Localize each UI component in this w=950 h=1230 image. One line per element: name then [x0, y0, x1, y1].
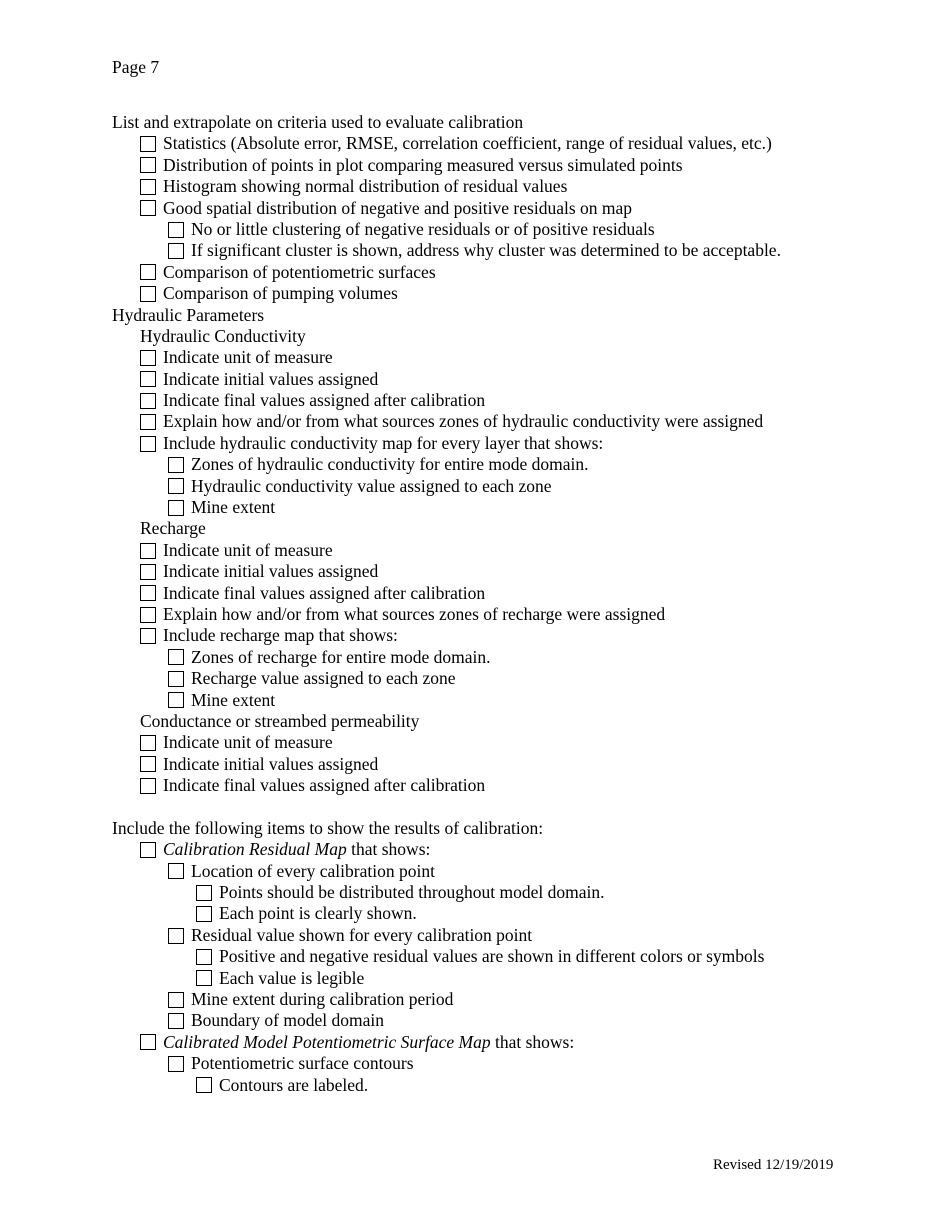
item-label-text: Indicate initial values assigned [163, 368, 379, 389]
item-label-text: Indicate unit of measure [163, 347, 333, 368]
checklist-item [112, 604, 932, 625]
item-label-text: Recharge value assigned to each zone [191, 668, 456, 689]
item-label-text: Hydraulic Conductivity [140, 325, 306, 346]
item-label-text: Explain how and/or from what sources zones of hydraulic conductivity were assigned [163, 411, 764, 432]
checkbox[interactable] [140, 393, 156, 409]
item-label-text: Location of every calibration point [191, 860, 435, 881]
checklist-item [112, 690, 932, 711]
item-label-text: Include hydraulic conductivity map for every layer that shows: [163, 432, 604, 453]
section-heading [112, 326, 932, 347]
item-label-text: Indicate initial values assigned [163, 753, 379, 774]
item-label [191, 476, 552, 497]
item-label-text: Distribution of points in plot comparing measured versus simulated points [163, 154, 683, 175]
section-heading [112, 305, 932, 326]
item-label-text: Residual value shown for every calibration point [191, 924, 533, 945]
checkbox[interactable] [196, 885, 212, 901]
checklist-item [112, 262, 932, 283]
item-label [140, 518, 206, 539]
item-label [163, 347, 333, 368]
section-heading [112, 112, 932, 133]
item-label [163, 155, 683, 176]
spacer [112, 797, 932, 818]
item-label-text: Include recharge map that shows: [163, 625, 398, 646]
item-label-text: Indicate initial values assigned [163, 561, 379, 582]
item-label-text: Statistics (Absolute error, RMSE, correlation coefficient, range of residual values, etc.) [163, 133, 772, 154]
item-label-text: Histogram showing normal distribution of residual values [163, 176, 568, 197]
checklist-item [112, 476, 932, 497]
item-label-text: Positive and negative residual values are shown in different colors or symbols [219, 946, 765, 967]
item-label [191, 454, 589, 475]
checkbox[interactable] [140, 607, 156, 623]
checkbox[interactable] [140, 179, 156, 195]
item-label-text: Mine extent [191, 497, 276, 518]
item-label-text: Recharge [140, 518, 206, 539]
item-label [112, 305, 264, 326]
item-label [112, 818, 543, 839]
item-label [219, 946, 764, 967]
checklist-item [112, 133, 932, 154]
checkbox[interactable] [140, 842, 156, 858]
item-label [163, 732, 333, 753]
checklist-item [112, 946, 932, 967]
item-label-text: List and extrapolate on criteria used to evaluate calibration [112, 112, 524, 132]
item-label [219, 968, 364, 989]
item-label [163, 133, 772, 154]
checklist-item [112, 176, 932, 197]
item-label [191, 989, 453, 1010]
item-label-text: Indicate final values assigned after calibration [163, 582, 486, 603]
checklist-item [112, 925, 932, 946]
checklist-item [112, 1010, 932, 1031]
checklist-item [112, 625, 932, 646]
checkbox[interactable] [168, 928, 184, 944]
item-label [191, 925, 532, 946]
item-label-text: Zones of recharge for entire mode domain. [191, 646, 491, 667]
checkbox[interactable] [140, 371, 156, 387]
item-label [163, 262, 436, 283]
item-label-text: Potentiometric surface contours [191, 1053, 414, 1074]
checklist-item [112, 583, 932, 604]
item-label-text: Mine extent during calibration period [191, 989, 454, 1010]
item-label [163, 198, 632, 219]
item-label-text: Indicate unit of measure [163, 539, 333, 560]
checkbox[interactable] [168, 1056, 184, 1072]
checklist-item [112, 903, 932, 924]
item-label-italic: Calibration Residual Map [163, 839, 347, 860]
item-label-text: Each value is legible [219, 967, 365, 988]
item-label-text: Conductance or streambed permeability [140, 710, 420, 731]
item-label-text: If significant cluster is shown, address why cluster was determined to be acceptable. [191, 240, 781, 261]
checkbox[interactable] [168, 992, 184, 1008]
item-label-text: Comparison of pumping volumes [163, 283, 398, 304]
checkbox[interactable] [140, 436, 156, 452]
item-label-text: that shows: [346, 839, 431, 860]
item-label-text: Include the following items to show the results of calibration: [112, 817, 544, 838]
checkbox[interactable] [140, 756, 156, 772]
item-label [191, 219, 655, 240]
checkbox[interactable] [140, 157, 156, 173]
checklist-item [112, 1032, 932, 1053]
item-label [191, 1010, 384, 1031]
checklist-item [112, 1075, 932, 1096]
checklist-item [112, 882, 932, 903]
checkbox[interactable] [168, 478, 184, 494]
item-label [191, 647, 491, 668]
checklist-item [112, 1053, 932, 1074]
checklist-item [112, 732, 932, 753]
item-label [163, 176, 567, 197]
item-label-text: Indicate unit of measure [163, 732, 333, 753]
checklist-item [112, 839, 932, 860]
checklist-item [112, 369, 932, 390]
item-label-text: Indicate final values assigned after calibration [163, 775, 486, 796]
item-label-text: Points should be distributed throughout model domain. [219, 882, 605, 903]
item-label [163, 625, 398, 646]
page-number: Page 7 [112, 57, 160, 77]
item-label [191, 690, 275, 711]
checklist-item [112, 411, 932, 432]
checklist-item [112, 861, 932, 882]
checkbox[interactable] [140, 264, 156, 280]
checkbox[interactable] [168, 500, 184, 516]
checklist-item [112, 497, 932, 518]
checklist-item [112, 540, 932, 561]
item-label-text: Contours are labeled. [219, 1074, 369, 1095]
checkbox[interactable] [140, 286, 156, 302]
item-label [191, 668, 456, 689]
checklist-item [112, 668, 932, 689]
checkbox[interactable] [140, 585, 156, 601]
item-label [191, 861, 435, 882]
checklist [112, 112, 932, 1096]
item-label [112, 112, 523, 133]
item-label [219, 903, 417, 924]
item-label [163, 540, 333, 561]
item-label [163, 561, 378, 582]
checkbox[interactable] [168, 863, 184, 879]
checkbox[interactable] [140, 778, 156, 794]
checklist-item [112, 198, 932, 219]
checklist-item [112, 561, 932, 582]
checklist-item [112, 390, 932, 411]
item-label-text: Good spatial distribution of negative and positive residuals on map [163, 197, 633, 218]
section-heading [112, 518, 932, 539]
checkbox[interactable] [168, 457, 184, 473]
checkbox[interactable] [168, 649, 184, 665]
checkbox[interactable] [168, 671, 184, 687]
checklist-item [112, 754, 932, 775]
checklist-item [112, 989, 932, 1010]
section-heading [112, 818, 932, 839]
checkbox[interactable] [196, 906, 212, 922]
checkbox[interactable] [168, 1013, 184, 1029]
item-label [163, 775, 485, 796]
item-label-text: No or little clustering of negative residuals or of positive residuals [191, 218, 655, 239]
item-label-text: Boundary of model domain [191, 1010, 384, 1031]
item-label-text: Explain how and/or from what sources zones of recharge were assigned [163, 603, 666, 624]
checklist-item [112, 155, 932, 176]
item-label [219, 1075, 368, 1096]
checkbox[interactable] [140, 414, 156, 430]
revision-date: Revised 12/19/2019 [713, 1157, 834, 1173]
item-label-text: Mine extent [191, 689, 276, 710]
checkbox[interactable] [168, 222, 184, 238]
checklist-item [112, 775, 932, 796]
item-label-text: Hydraulic Parameters [112, 304, 265, 325]
item-label [163, 583, 485, 604]
item-label [191, 240, 781, 261]
item-label-italic: Calibrated Model Potentiometric Surface Map [163, 1031, 491, 1052]
checklist-item [112, 283, 932, 304]
item-label-text: Indicate final values assigned after calibration [163, 390, 486, 411]
checkbox[interactable] [140, 200, 156, 216]
checkbox[interactable] [140, 735, 156, 751]
item-label-text: Zones of hydraulic conductivity for entire mode domain. [191, 454, 589, 475]
checklist-item [112, 968, 932, 989]
checklist-item [112, 347, 932, 368]
item-label-text: that shows: [490, 1031, 575, 1052]
item-label [163, 433, 603, 454]
checkbox[interactable] [140, 543, 156, 559]
item-label [163, 604, 665, 625]
item-label [163, 754, 378, 775]
checklist-item [112, 219, 932, 240]
item-label [163, 839, 430, 860]
checkbox[interactable] [140, 1034, 156, 1050]
item-label [163, 411, 763, 432]
checkbox[interactable] [196, 970, 212, 986]
checklist-item [112, 647, 932, 668]
item-label [191, 497, 275, 518]
checkbox[interactable] [196, 949, 212, 965]
item-label-text: Each point is clearly shown. [219, 903, 417, 924]
item-label-text: Hydraulic conductivity value assigned to each zone [191, 475, 552, 496]
item-label [163, 283, 398, 304]
item-label-text: Comparison of potentiometric surfaces [163, 261, 436, 282]
item-label [219, 882, 604, 903]
item-label [191, 1053, 414, 1074]
checklist-item [112, 240, 932, 261]
item-label [163, 1032, 574, 1053]
checklist-item [112, 454, 932, 475]
checkbox[interactable] [168, 692, 184, 708]
checklist-item [112, 433, 932, 454]
checkbox[interactable] [196, 1077, 212, 1093]
checkbox[interactable] [140, 564, 156, 580]
section-heading [112, 711, 932, 732]
item-label [163, 369, 378, 390]
item-label [140, 326, 306, 347]
checkbox[interactable] [140, 350, 156, 366]
checkbox[interactable] [168, 243, 184, 259]
item-label [163, 390, 485, 411]
checkbox[interactable] [140, 136, 156, 152]
checkbox[interactable] [140, 628, 156, 644]
item-label [140, 711, 419, 732]
